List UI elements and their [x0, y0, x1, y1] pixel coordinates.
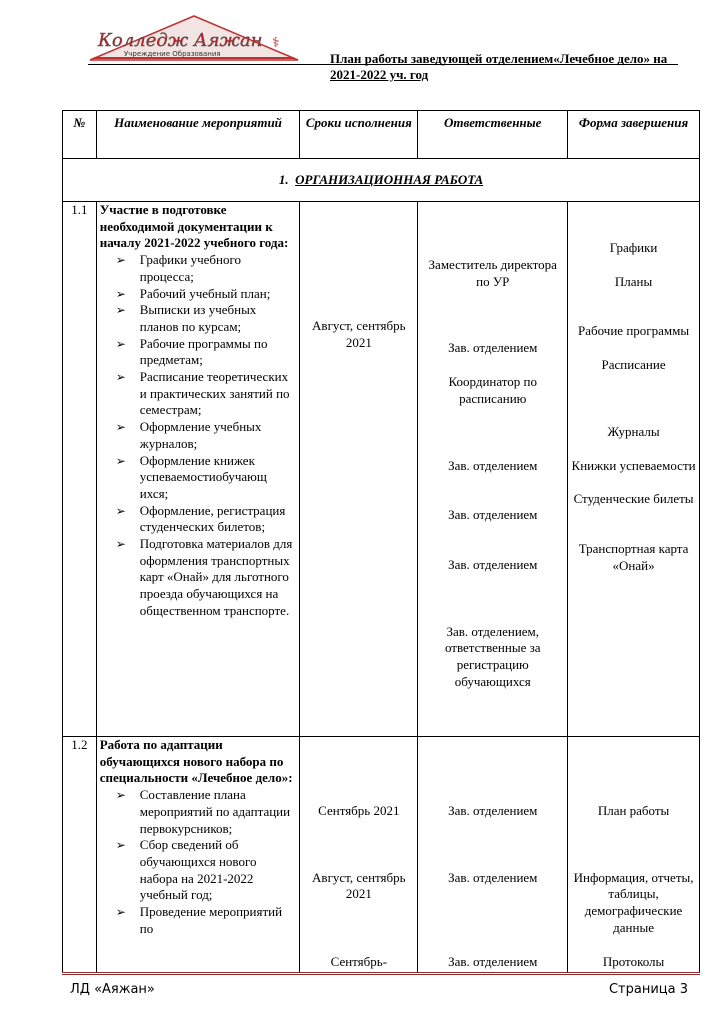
list-item: ➢ Оформление учебных журналов;	[140, 419, 297, 452]
document-title: План работы заведующей отделением«Лечебное дело» на 2021-2022 уч. год	[330, 51, 668, 82]
row-number: 1.2	[63, 737, 97, 973]
form-text: План работы	[597, 803, 670, 818]
section-row	[63, 159, 700, 202]
table-header-row	[63, 111, 700, 159]
form-text: Информация, отчеты, таблицы, демографические данные	[573, 869, 694, 935]
row-form	[568, 202, 700, 737]
row-responsible	[418, 737, 568, 973]
svg-text:⚕: ⚕	[272, 35, 280, 51]
row-responsible	[418, 202, 568, 737]
deadline-text: Август, сентябрь 2021	[312, 869, 406, 902]
deadline-text: Август, сентябрь 2021	[312, 318, 406, 350]
deadline-text: Сентябрь-	[330, 954, 388, 970]
svg-text:Колледж Аяжан: Колледж Аяжан	[98, 30, 263, 51]
list-item: ➢ Сбор сведений об обучающихся нового набора на 2021-2022 учебный год;	[140, 837, 297, 904]
responsible-text: Зав. отделением	[448, 803, 538, 818]
form-text: Транспортная карта «Онай»	[578, 540, 689, 573]
table-row	[63, 202, 700, 737]
table-row	[63, 737, 700, 973]
footer-divider	[62, 972, 700, 975]
footer-page-number: Страница 3	[608, 982, 688, 997]
col-header-responsible: Ответственные	[418, 111, 568, 159]
list-item: ➢ Графики учебного процесса;	[140, 252, 297, 285]
responsible-text: Зав. отделением	[448, 556, 538, 572]
list-item: ➢ Рабочие программы по предметам;	[140, 336, 297, 369]
section-number: 1.	[278, 171, 289, 187]
responsible-text: Зав. отделением	[448, 457, 538, 473]
college-logo	[88, 14, 300, 64]
form-text: Графики	[609, 240, 658, 255]
activity-title: Участие в подготовке необходимой документации к началу 2021-2022 учебного года:	[99, 202, 289, 251]
deadline-text: Сентябрь 2021	[318, 803, 400, 818]
list-item: ➢ Рабочий учебный план;	[140, 286, 297, 303]
svg-text:Учреждение Образования: Учреждение Образования	[124, 50, 221, 58]
list-item: ➢ Проведение мероприятий по	[140, 904, 297, 937]
row-deadline	[300, 202, 418, 737]
row-form	[568, 737, 700, 973]
responsible-text: Зав. отделением	[448, 507, 538, 523]
activity-list	[100, 252, 297, 619]
form-text: Книжки успеваемости	[571, 457, 696, 473]
footer-org: ЛД «Аяжан»	[70, 982, 155, 997]
list-item: ➢ Составление плана мероприятий по адаптации первокурсников;	[140, 787, 297, 837]
row-number: 1.1	[63, 202, 97, 737]
list-item: ➢ Выписки из учебных планов по курсам;	[140, 302, 297, 335]
col-header-deadline: Сроки исполнения	[300, 111, 418, 159]
col-header-form: Форма завершения	[568, 111, 700, 159]
form-text: Планы	[614, 273, 653, 289]
header-divider	[88, 64, 678, 65]
form-text: Рабочие программы	[578, 323, 690, 339]
activity-title: Работа по адаптации обучающихся нового набора по специальности «Лечебное дело»:	[99, 737, 293, 786]
section-heading	[63, 159, 700, 202]
responsible-text: Заместитель директора по УР	[428, 257, 557, 289]
col-header-num: №	[63, 111, 97, 159]
form-text: Студенческие билеты	[573, 491, 694, 507]
col-header-name: Наименование мероприятий	[96, 111, 300, 159]
list-item: ➢ Оформление, регистрация студенческих билетов;	[140, 503, 297, 536]
list-item: ➢ Оформление книжек успеваемостиобучающ ихся;	[140, 453, 297, 503]
responsible-text: Зав. отделением, ответственные за регистрацию обучающихся	[444, 623, 541, 689]
responsible-text: Зав. отделением	[448, 340, 538, 356]
responsible-text: Зав. отделением	[448, 954, 538, 970]
form-text: Расписание	[601, 357, 666, 373]
row-activity	[96, 737, 300, 973]
form-text: Журналы	[607, 423, 660, 439]
list-item: ➢ Подготовка материалов для оформления транспортных карт «Онай» для льготного проезда обучающихся на общественном транспорте.	[140, 536, 297, 620]
row-deadline	[300, 737, 418, 973]
responsible-text: Координатор по расписанию	[448, 374, 538, 406]
responsible-text: Зав. отделением	[448, 869, 538, 885]
form-text: Протоколы	[602, 953, 665, 969]
section-title: ОРГАНИЗАЦИОННАЯ РАБОТА	[295, 171, 484, 187]
activity-list	[100, 787, 297, 937]
row-activity	[96, 202, 300, 737]
list-item: ➢ Расписание теоретических и практических занятий по семестрам;	[140, 369, 297, 419]
plan-table	[62, 110, 700, 973]
